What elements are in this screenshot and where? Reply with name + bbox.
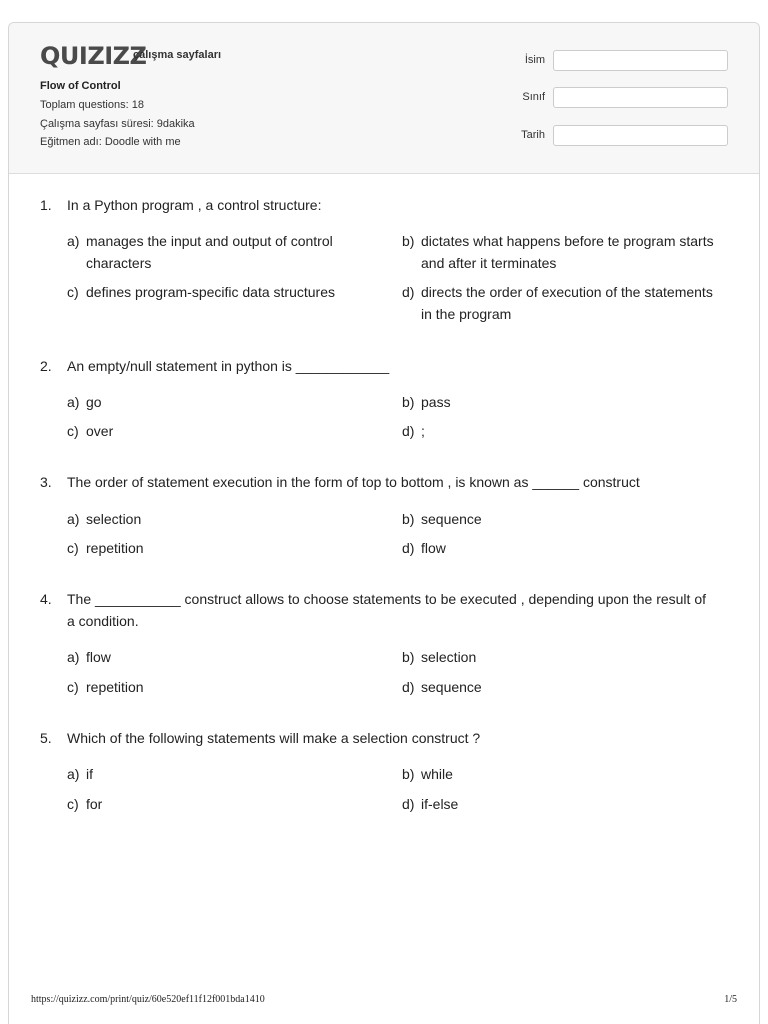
instructor-name: Eğitmen adı: Doodle with me [40, 136, 181, 148]
worksheet-header [9, 23, 759, 174]
option-text: if [86, 766, 93, 782]
option-letter: c) [67, 796, 79, 812]
question-number: 3. [40, 474, 52, 490]
option-text: repetition [86, 540, 144, 556]
option-letter: b) [402, 649, 415, 665]
option-letter: c) [67, 284, 79, 300]
worksheet-page [8, 22, 760, 1024]
class-field[interactable] [553, 87, 728, 108]
class-label: Sınıf [522, 91, 545, 103]
total-questions: Toplam questions: 18 [40, 99, 144, 111]
option-letter: d) [402, 540, 415, 556]
option-letter: a) [67, 233, 80, 249]
option-letter: b) [402, 233, 415, 249]
option-letter: d) [402, 423, 415, 439]
option-text: selection [421, 649, 477, 665]
worksheet-duration: Çalışma sayfası süresi: 9dakika [40, 118, 195, 130]
name-field[interactable] [553, 50, 728, 71]
option-letter: c) [67, 679, 79, 695]
question-text: The ___________ construct allows to choose statements to be executed , depending upon the result of a condition. [67, 591, 706, 629]
option-text: flow [421, 540, 446, 556]
question-text: The order of statement execution in the form of top to bottom , is known as ______ construct [67, 474, 640, 490]
question-text: An empty/null statement in python is ____________ [67, 358, 390, 374]
option-text: sequence [421, 511, 482, 527]
date-label: Tarih [521, 129, 545, 141]
option-text: while [421, 766, 453, 782]
option-letter: b) [402, 511, 415, 527]
option-text: pass [421, 394, 451, 410]
option-text: if-else [421, 796, 459, 812]
option-letter: b) [402, 394, 415, 410]
option-text: manages the input and output of control characters [86, 233, 333, 271]
option-text: defines program-specific data structures [86, 284, 335, 300]
option-letter: c) [67, 423, 79, 439]
logo-subtitle: çalışma sayfaları [133, 49, 222, 61]
date-field[interactable] [553, 125, 728, 146]
option-letter: d) [402, 284, 415, 300]
question-number: 4. [40, 591, 52, 607]
worksheet-title: Flow of Control [40, 80, 121, 92]
option-letter: c) [67, 540, 79, 556]
quizizz-logo: QUIZIZZ [40, 42, 147, 70]
option-text: go [86, 394, 102, 410]
question-text: In a Python program , a control structure: [67, 197, 322, 213]
option-text: for [86, 796, 103, 812]
option-letter: a) [67, 649, 80, 665]
option-text: sequence [421, 679, 482, 695]
option-text: selection [86, 511, 142, 527]
question-text: Which of the following statements will make a selection construct ? [67, 730, 481, 746]
option-text: repetition [86, 679, 144, 695]
option-text: over [86, 423, 114, 439]
option-letter: d) [402, 796, 415, 812]
option-text: flow [86, 649, 111, 665]
option-letter: a) [67, 394, 80, 410]
footer-url[interactable]: https://quizizz.com/print/quiz/60e520ef11f12f001bda1410 [31, 994, 265, 1005]
option-text: directs the order of execution of the statements in the program [421, 284, 713, 322]
question-number: 2. [40, 358, 52, 374]
option-text: dictates what happens before te program starts and after it terminates [421, 233, 714, 271]
option-letter: b) [402, 766, 415, 782]
question-number: 1. [40, 197, 52, 213]
option-text: ; [421, 423, 425, 439]
option-letter: d) [402, 679, 415, 695]
option-letter: a) [67, 511, 80, 527]
option-letter: a) [67, 766, 80, 782]
name-label: İsim [524, 54, 545, 66]
question-number: 5. [40, 730, 52, 746]
page-number: 1/5 [724, 994, 737, 1005]
